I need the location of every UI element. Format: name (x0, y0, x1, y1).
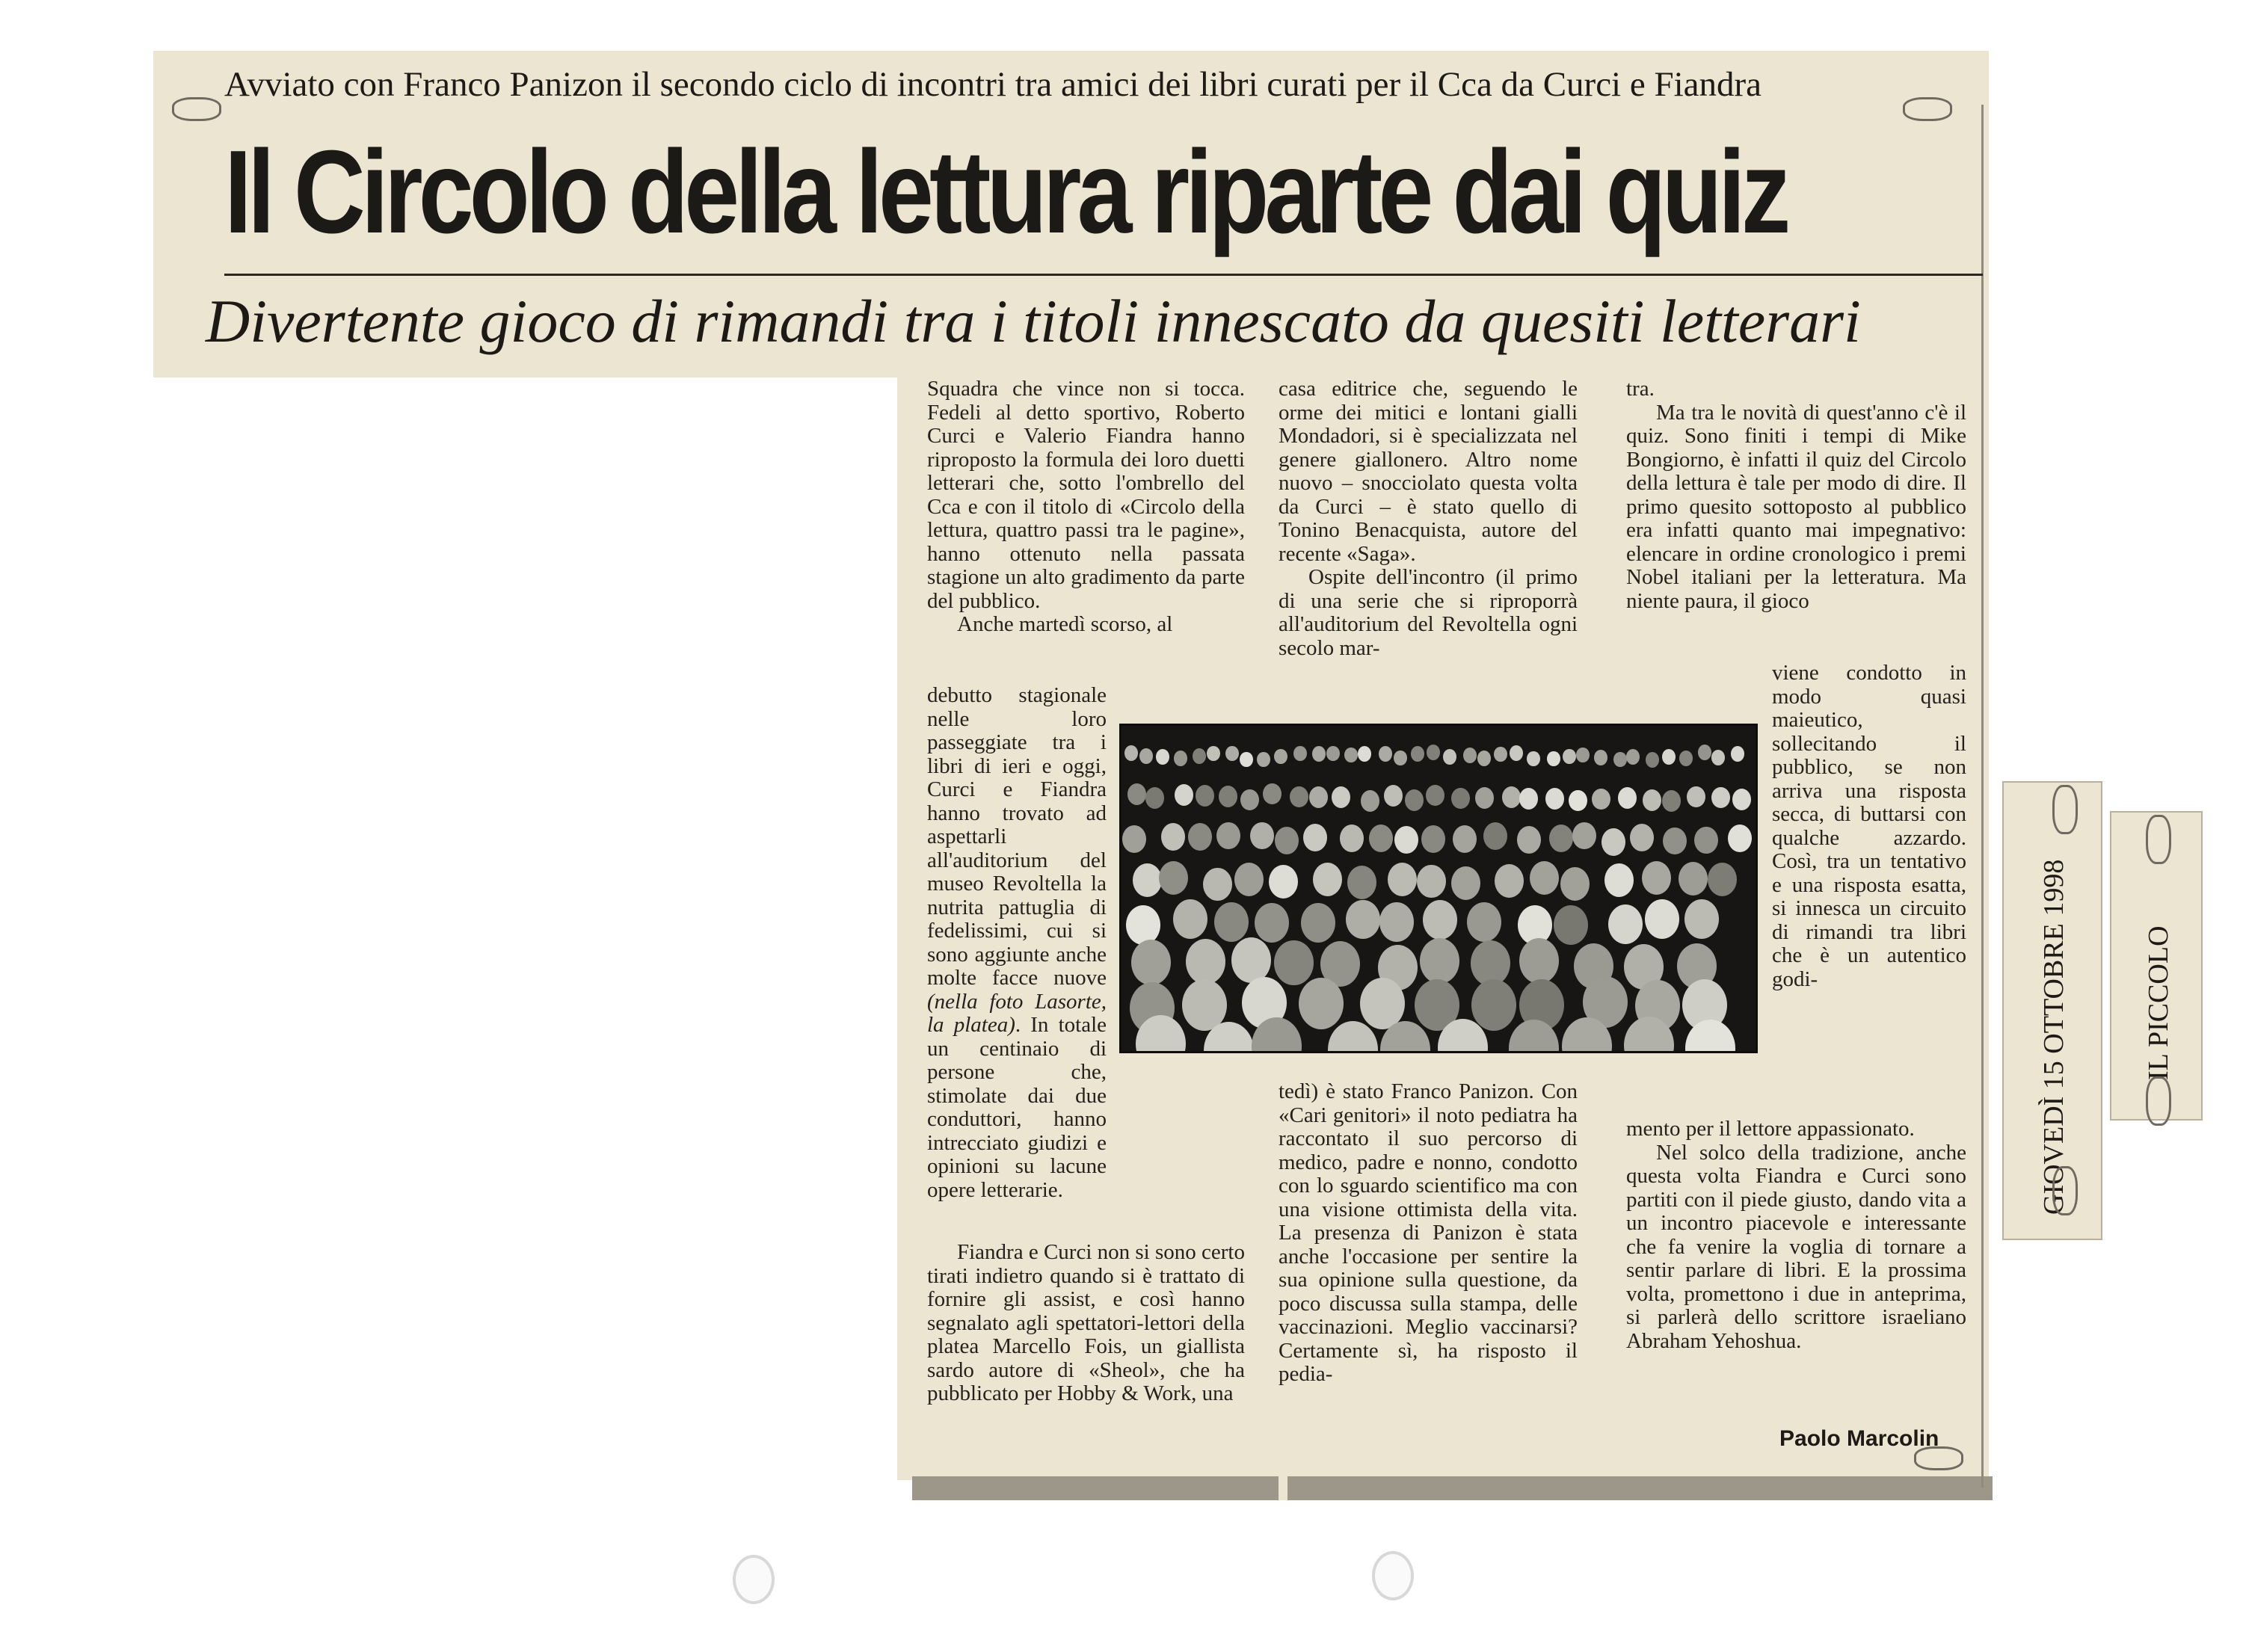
column-1-top (927, 377, 1245, 637)
audience-member (1554, 905, 1588, 945)
audience-member (1451, 788, 1470, 810)
audience-member (1572, 822, 1596, 850)
audience-member (1563, 749, 1576, 765)
headline-rule (224, 274, 1983, 276)
paper-clip-icon (2052, 1166, 2078, 1215)
audience-member (1347, 866, 1376, 899)
subheadline: Divertente gioco di rimandi tra i titoli innescato da quesiti letterari (206, 287, 1861, 355)
audience-member (1463, 748, 1477, 763)
audience-member (1519, 938, 1559, 984)
audience-member (1274, 749, 1287, 765)
audience-member (1698, 745, 1711, 760)
audience-member (1545, 788, 1564, 810)
audience-member (1250, 822, 1274, 850)
audience-member (1679, 751, 1693, 766)
audience-member (1495, 864, 1524, 898)
audience-member (1379, 746, 1392, 762)
audience-member (1519, 788, 1538, 810)
paragraph: casa editrice che, seguendo le orme dei mitici e lontani gialli Mondadori, si è specializzata nel genere giallonero. Altro nome nuovo – snocciolato questa volta da Curci – è stato quello di Tonino Benacquista, autore del recente «Saga». (1279, 377, 1578, 566)
audience-member (1502, 786, 1521, 808)
audience-member (1443, 749, 1456, 765)
audience-member (1594, 750, 1607, 765)
audience-member (1711, 787, 1730, 809)
audience-member (1662, 749, 1676, 765)
audience-member (1453, 825, 1477, 853)
audience-member (1344, 748, 1358, 763)
audience-member (1679, 862, 1708, 896)
audience-member (1411, 746, 1424, 762)
audience-member (1174, 751, 1187, 766)
audience-member (1728, 825, 1752, 852)
clipping-edge (1981, 105, 1984, 1488)
column-2-top (1279, 377, 1578, 660)
audience-member (1257, 752, 1270, 768)
audience-member (1126, 905, 1160, 945)
audience-member (1379, 902, 1414, 942)
audience-member (1423, 900, 1457, 940)
audience-member (1618, 787, 1637, 809)
paper-clip-icon (2052, 785, 2078, 834)
audience-member (1602, 828, 1625, 856)
audience-member (1604, 863, 1634, 897)
audience-member (1122, 825, 1146, 853)
column-1-bottom (927, 1241, 1245, 1406)
audience-member (1517, 826, 1541, 854)
audience-member (1569, 790, 1587, 812)
audience-member (1328, 1021, 1378, 1053)
audience-member (1530, 861, 1559, 895)
audience-member (1346, 900, 1380, 940)
audience-member (1694, 827, 1718, 854)
paragraph (927, 684, 1107, 1202)
audience-member (1388, 863, 1417, 896)
audience-member (1312, 746, 1326, 762)
audience-member (1269, 865, 1298, 899)
audience-member (1510, 745, 1523, 761)
column-3-top (1626, 377, 1966, 613)
column-1-narrow (927, 683, 1107, 1202)
audience-member (1175, 784, 1193, 806)
audience-member (1203, 868, 1232, 901)
column-3-narrow (1772, 662, 1966, 991)
audience-member (1369, 825, 1393, 852)
audience-member (1145, 787, 1164, 809)
audience-member (1299, 978, 1344, 1029)
audience-member (1124, 745, 1138, 761)
audience-member (1643, 789, 1661, 811)
audience-member (1687, 786, 1705, 808)
audience-member (1332, 786, 1350, 808)
audience-member (1613, 752, 1627, 768)
photo-credit: (nella foto Lasorte, la platea) (927, 989, 1107, 1037)
audience-member (1731, 746, 1744, 762)
audience-member (1340, 825, 1364, 852)
audience-member (1240, 789, 1259, 811)
audience-member (1159, 861, 1188, 895)
audience-member (1547, 751, 1560, 767)
audience-member (1186, 939, 1225, 984)
audience-member (1421, 825, 1445, 853)
paper-clip-icon (2146, 815, 2171, 864)
paper-clip-icon (2146, 1076, 2171, 1126)
audience-member (1234, 863, 1264, 896)
audience-member (1255, 903, 1289, 943)
audience-member (1216, 822, 1240, 850)
audience-member (1711, 750, 1725, 765)
audience-member (1646, 752, 1659, 768)
audience-member (1451, 866, 1480, 900)
audience-member (1127, 783, 1146, 805)
strip-gap (1279, 1476, 1287, 1500)
audience-member (1471, 979, 1516, 1031)
audience-member (1592, 789, 1610, 810)
audience-member (1193, 748, 1206, 764)
paragraph: Squadra che vince non si tocca. Fedeli al detto sportivo, Roberto Curci e Valerio Fiandra hanno riproposto la formula dei loro duetti letterari che, sotto l'ombrello del Cca e con il titolo di «Circolo della lettura, quattro passi tra le pagine», hanno ottenuto nella passata stagione un alto gradimento da parte del pubblico. (927, 377, 1245, 613)
audience-member (1225, 746, 1239, 762)
audience-member (1405, 789, 1424, 811)
audience-member (1290, 786, 1308, 808)
column-3-bottom (1626, 1118, 1966, 1353)
audience-member (1708, 863, 1737, 896)
paragraph: Ma tra le novità di quest'anno c'è il quiz. Sono finiti i tempi di Mike Bongiorno, è infatti il quiz del Circolo della lettura è tale per modo di dire. Il primo quesito sottoposto al pubblico era infatti quanto mai impegnativo: elencare in ordine cronologico i premi Nobel italiani per la letteratura. Ma niente paura, il gioco (1626, 400, 1966, 613)
audience-member (1156, 749, 1169, 765)
audience-member (1275, 827, 1299, 854)
audience-member (1161, 823, 1185, 851)
audience-member (1358, 746, 1371, 762)
newspaper-name: IL PICCOLO (2143, 925, 2174, 1080)
audience-member (1527, 751, 1540, 767)
paragraph: tra. (1626, 377, 1655, 401)
paragraph: viene condotto in modo quasi maieutico, sollecitando il pubblico, se non arriva una risposta secca, di buttarsi con qualche azzardo. Così, tra un tentativo e una risposta esatta, si innesca un circuito di rimandi tra libri che è un autentico godi- (1772, 661, 1966, 991)
audience-member (1663, 827, 1687, 855)
paragraph: tedì) è stato Franco Panizon. Con «Cari genitori» il noto pediatra ha raccontato il suo percorso di medico, padre e nonno, condotto con lo sguardo scientifico ma con una visione ottimista della vita. La presenza di Panizon è stata anche l'occasione per sentire la sua opinione sulla questione, da poco discussa sulla stampa, delle vaccinazioni. Meglio vaccinarsi? Certamente sì, ha risposto il pedia- (1279, 1079, 1578, 1386)
paragraph: Ospite dell'incontro (il primo di una serie che si riproporrà all'auditorium del Revoltella ogni secolo mar- (1279, 565, 1578, 660)
audience-member (1662, 790, 1681, 812)
audience-member (1207, 746, 1220, 762)
audience-member (1483, 822, 1507, 850)
column-2-bottom (1279, 1080, 1578, 1387)
audience-member (1303, 824, 1327, 851)
audience-member (1188, 823, 1212, 851)
audience-member (1420, 938, 1459, 984)
headline: Il Circolo della lettura riparte dai quiz (224, 126, 1787, 258)
paragraph: Fiandra e Curci non si sono certo tirati indietro quando si è trattato di fornire gli assist, e così hanno segnalato agli spettatori-lettori della platea Marcello Fois, un giallista sardo autore di «Sheol», che ha pubblicato per Hobby & Work, una (927, 1240, 1245, 1405)
audience-member (1576, 748, 1590, 763)
audience-member (1313, 863, 1342, 896)
audience-member (1732, 789, 1751, 810)
audience-photo (1119, 724, 1758, 1053)
audience-member (1394, 826, 1418, 854)
audience-member (1394, 751, 1407, 766)
audience-member (1173, 899, 1207, 939)
audience-member (1214, 902, 1249, 942)
audience-member (1608, 904, 1643, 944)
audience-member (1684, 899, 1719, 939)
paragraph: Nel solco della tradizione, anche questa volta Fiandra e Curci sono partiti con il piede giusto, dando vita a un incontro piacevole e interessante che fa venire la voglia di tornare a sentir parlare di libri. E la prossima volta, promettono i due in anteprima, si parlerà dello scrittore israeliano Abraham Yehoshua. (1626, 1140, 1966, 1353)
audience-member (1560, 867, 1590, 901)
audience-member (1494, 747, 1507, 762)
audience-member (1645, 899, 1679, 939)
audience-member (1626, 749, 1640, 765)
audience-member (1467, 902, 1501, 942)
audience-member (1274, 940, 1314, 986)
publication-date: GIOVEDÌ 15 OTTOBRE 1998 (2038, 859, 2070, 1215)
audience-member (1131, 940, 1171, 985)
byline: Paolo Marcolin (1779, 1426, 1939, 1451)
audience-member (1309, 786, 1328, 808)
kicker: Avviato con Franco Panizon il secondo ciclo di incontri tra amici dei libri curati per il Cca da Curci e Fiandra (224, 65, 1762, 104)
audience-member (1417, 865, 1446, 899)
audience-member (1301, 903, 1335, 943)
bottom-strip (912, 1476, 1993, 1500)
paragraph: Anche martedì scorso, al (957, 612, 1173, 636)
paragraph: mento per il lettore appassionato. (1626, 1117, 1915, 1141)
audience-member (1196, 785, 1214, 807)
paper-clip-icon (1914, 1446, 1963, 1470)
audience-member (1219, 786, 1237, 807)
binder-hole-icon (733, 1555, 775, 1604)
audience-member (1426, 785, 1444, 807)
audience-member (1477, 751, 1491, 766)
text-run: debutto stagionale nelle loro passeggiate tra i libri di ieri e oggi, Curci e Fiandra hanno trovato ad aspettarli all'auditorium del museo Revoltella la nutrita pattuglia di fedelissimi, cui si sono aggiunte anche molte facce nuove (927, 683, 1107, 990)
audience-member (1642, 861, 1671, 895)
audience-member (1133, 863, 1162, 897)
audience-member (1427, 745, 1440, 760)
audience-member (1630, 824, 1654, 851)
paper-clip-icon (172, 97, 221, 121)
audience-member (1475, 787, 1494, 809)
text-run: . In totale un centinaio di persone che, stimolate dai due conduttori, hanno intrecciato giudizi e opinioni su lacune opere letterarie. (927, 1013, 1107, 1202)
audience-member (1549, 825, 1573, 852)
audience-member (1361, 790, 1379, 812)
audience-member (1293, 746, 1307, 762)
audience-member (1263, 783, 1282, 805)
paper-clip-icon (1903, 97, 1952, 121)
binder-hole-icon (1372, 1551, 1414, 1600)
audience-member (1326, 746, 1340, 762)
audience-member (1240, 752, 1253, 768)
audience-member (1384, 785, 1403, 807)
audience-member (1139, 748, 1153, 764)
